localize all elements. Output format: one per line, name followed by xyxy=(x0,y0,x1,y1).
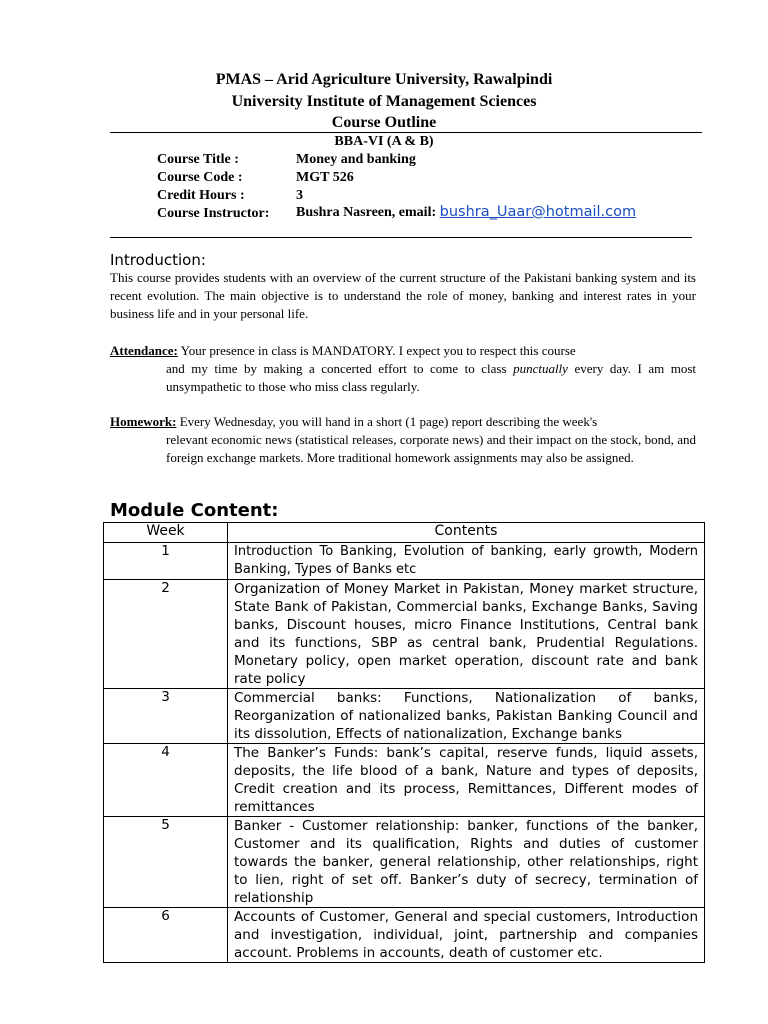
table-row xyxy=(104,580,705,689)
university-name: PMAS – Arid Agriculture University, Rawalpindi xyxy=(215,71,553,88)
week-number: 5 xyxy=(104,817,228,908)
week-contents: Banker - Customer relationship: banker, functions of the banker, Customer and its qualification, Rights and duties of customer towards the banker, general relationship, other relationships, right to lien, right of set off. Banker’s duty of secrecy, termination of relationship xyxy=(228,817,705,908)
attendance-text xyxy=(166,360,696,396)
attendance-first-line xyxy=(110,342,696,360)
module-table xyxy=(103,522,705,963)
attendance-emphasis: punctually xyxy=(513,361,568,376)
table-row xyxy=(104,543,705,580)
instructor-line xyxy=(296,204,636,221)
week-number: 6 xyxy=(104,908,228,963)
course-info-divider xyxy=(110,237,692,238)
week-number: 2 xyxy=(104,580,228,689)
table-row xyxy=(104,689,705,744)
week-number: 4 xyxy=(104,744,228,817)
week-number: 1 xyxy=(104,543,228,580)
homework-text: relevant economic news (statistical releases, corporate news) and their impact on the stock, bond, and foreign exchange markets. More traditional homework assignments may also be assigned. xyxy=(166,432,696,465)
program-label: BBA-VI (A & B) xyxy=(334,134,434,149)
week-contents: Introduction To Banking, Evolution of banking, early growth, Modern Banking, Types of Banks etc xyxy=(228,543,705,580)
table-row xyxy=(104,744,705,817)
introduction-text: This course provides students with an overview of the current structure of the Pakistani banking system and its recent evolution. The main objective is to understand the role of money, banking and interest rates in your business life and in your personal life. xyxy=(110,270,696,321)
introduction-heading: Introduction: xyxy=(110,251,206,269)
attendance-line1: Your presence in class is MANDATORY. I expect you to respect this course xyxy=(177,343,576,358)
document-title: Course Outline xyxy=(331,114,437,131)
homework-label: Homework: xyxy=(110,414,177,429)
module-table-header xyxy=(104,523,705,543)
attendance-label: Attendance: xyxy=(110,343,178,358)
table-row xyxy=(104,908,705,963)
course-code-label: Course Code : xyxy=(157,170,243,185)
contents-column-header: Contents xyxy=(228,523,705,543)
instructor-value: Bushra Nasreen, email: xyxy=(296,205,440,220)
week-contents: Organization of Money Market in Pakistan, Money market structure, State Bank of Pakistan, Commercial banks, Exchange Banks, Saving banks, Discount houses, micro Finance Institutions, Central bank and its functions, SBP as central bank, Prudential Regulations. Monetary policy, open market operation, discount rate and bank rate policy xyxy=(228,580,705,689)
credit-hours-label: Credit Hours : xyxy=(157,188,245,203)
credit-hours-value: 3 xyxy=(296,188,303,203)
course-code-value: MGT 526 xyxy=(296,170,354,185)
week-column-header: Week xyxy=(104,523,228,543)
module-content-heading: Module Content: xyxy=(110,500,279,521)
week-contents: The Banker’s Funds: bank’s capital, reserve funds, liquid assets, deposits, the life blood of a bank, Nature and types of deposits, Credit creation and its process, Remittances, Different modes of remittances xyxy=(228,744,705,817)
homework-first-line xyxy=(110,413,696,431)
institute-name: University Institute of Management Sciences xyxy=(231,93,537,110)
instructor-email-link[interactable]: bushra_Uaar@hotmail.com xyxy=(439,204,637,220)
week-contents: Accounts of Customer, General and special customers, Introduction and investigation, individual, joint, partnership and companies account. Problems in accounts, death of customer etc. xyxy=(228,908,705,963)
attendance-text-b: every day. I am most unsympathetic to those who miss class regularly. xyxy=(166,361,696,394)
week-number: 3 xyxy=(104,689,228,744)
week-contents: Commercial banks: Functions, Nationalization of banks, Reorganization of nationalized banks, Pakistan Banking Council and its dissolution, Effects of nationalization, Exchange banks xyxy=(228,689,705,744)
instructor-label: Course Instructor: xyxy=(157,206,270,221)
homework-line1: Every Wednesday, you will hand in a short (1 page) report describing the week's xyxy=(176,414,598,429)
attendance-text-a: and my time by making a concerted effort to come to class xyxy=(166,361,514,376)
course-title-value: Money and banking xyxy=(296,152,416,167)
table-row xyxy=(104,817,705,908)
course-title-label: Course Title : xyxy=(157,152,239,167)
